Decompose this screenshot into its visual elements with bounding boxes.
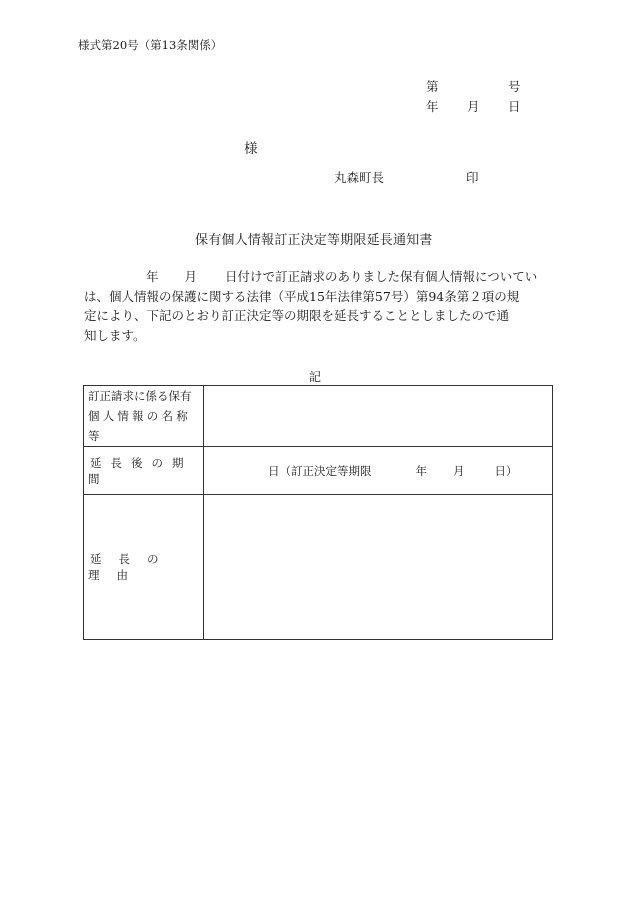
value-personal-info-name[interactable] — [204, 386, 553, 447]
period-year: 年 — [415, 463, 427, 478]
detail-table — [83, 385, 553, 640]
body-line1-rest: 日付けで訂正請求のありました保有個人情報についてい — [225, 269, 538, 284]
document-number-prefix: 第 — [426, 79, 439, 94]
notice-line-4: 知します。 — [84, 327, 146, 343]
sender-name: 丸森町長 — [334, 170, 385, 185]
period-month: 月 — [453, 463, 465, 478]
seal-mark: 印 — [466, 170, 479, 185]
label-personal-info-name — [84, 386, 204, 447]
date-month-label: 月 — [467, 99, 480, 114]
form-number: 様式第20号（第13条関係） — [78, 38, 223, 52]
ki-heading: 記 — [309, 370, 322, 384]
period-day-end: 日） — [494, 463, 518, 478]
value-extension-period[interactable] — [204, 447, 553, 495]
label-line-1: 訂正請求に係る保有 — [88, 389, 192, 403]
body-year: 年 — [146, 269, 159, 284]
label-line-2: 個人情報の名称等 — [88, 409, 191, 443]
notice-line-1 — [84, 267, 554, 287]
extension-period-text: 延長後の期間 — [88, 455, 193, 486]
table-row — [84, 495, 553, 640]
value-extension-reason[interactable] — [204, 495, 553, 640]
table-row — [84, 386, 553, 447]
notice-line-2: は、個人情報の保護に関する法律（平成15年法律第57号）第94条第２項の規 — [84, 288, 520, 304]
date-year-label: 年 — [426, 99, 439, 114]
document-title: 保有個人情報訂正決定等期限延長通知書 — [195, 233, 433, 248]
document-number-suffix: 号 — [508, 79, 521, 94]
addressee-honorific: 様 — [244, 141, 258, 157]
label-extension-reason — [84, 495, 204, 640]
extension-reason-text: 延長の理由 — [88, 552, 176, 582]
notice-line-3: 定により、下記のとおり訂正決定等の期限を延長することとしましたので通 — [84, 308, 510, 323]
table-row — [84, 447, 553, 495]
date-day-label: 日 — [508, 99, 521, 114]
label-extension-period — [84, 447, 204, 495]
body-month: 月 — [184, 269, 198, 284]
notice-body — [84, 267, 554, 345]
period-day-text: 日（訂正決定等期限 — [268, 463, 372, 478]
